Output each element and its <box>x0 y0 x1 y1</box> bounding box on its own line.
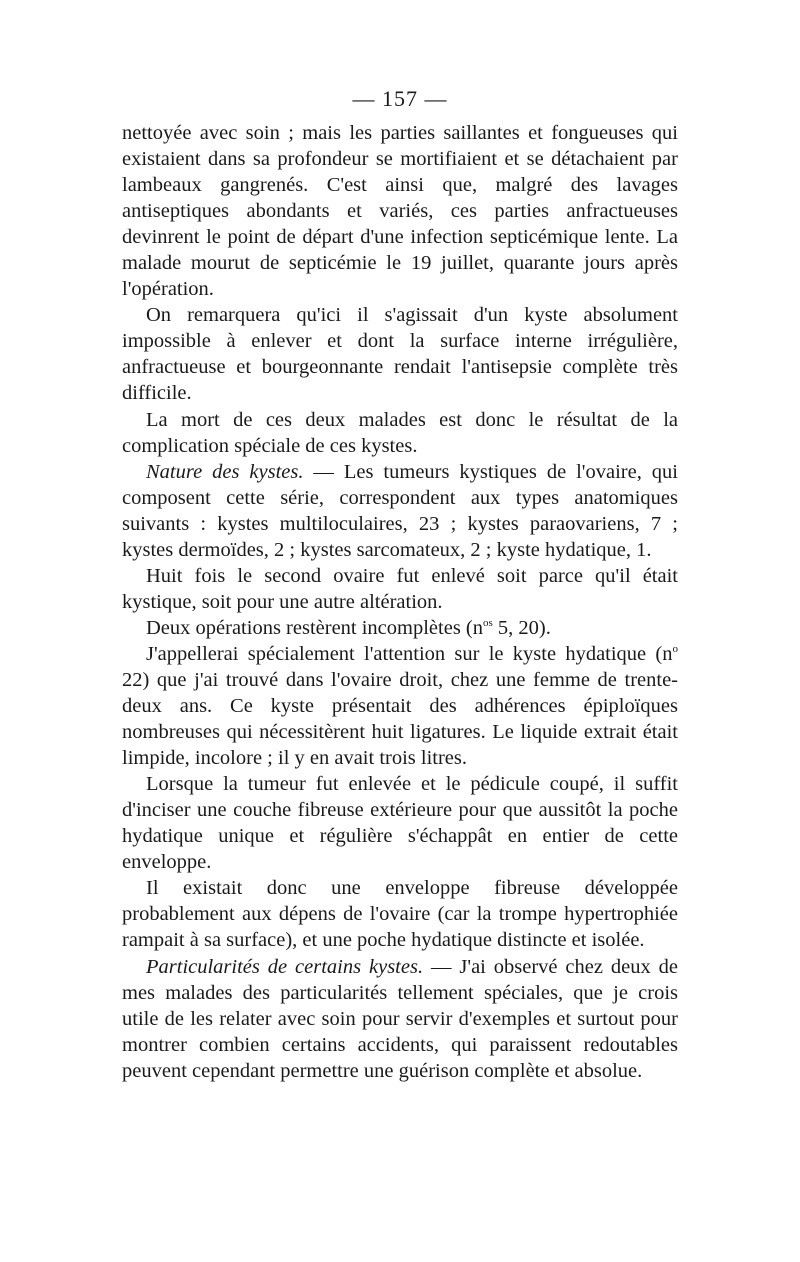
paragraph-9: Il existait donc une enveloppe fibreuse développée probablement aux dépens de l'ovaire (car la trompe hypertrophiée rampait à sa surface), et une poche hydatique distincte et isolée. <box>122 877 678 952</box>
paragraph-6-before: Deux opérations restèrent incomplètes (n <box>146 616 483 639</box>
section-heading-nature: Nature des kystes. <box>146 460 304 483</box>
paragraph-2: On remarquera qu'ici il s'agissait d'un kyste absolument impossible à enlever et dont la surface interne irrégulière, anfractueuse et bourgeonnante rendait l'antisepsie complète très difficile. <box>122 304 678 405</box>
paragraph-10 <box>122 954 678 1084</box>
paragraph-7-superscript: o <box>672 643 678 656</box>
paragraph-6 <box>122 615 678 641</box>
paragraph-1: nettoyée avec soin ; mais les parties saillantes et fongueuses qui existaient dans sa profondeur se mortifiaient et se détachaient par lambeaux gangrenés. C'est ainsi que, malgré des lavages antiseptiques abondants et variés, ces parties anfractueuses devinrent le point de départ d'une infection septicémique lente. La malade mourut de septicémie le 19 juillet, quarante jours après l'opération. <box>122 122 678 301</box>
paragraph-7-after: 22) que j'ai trouvé dans l'ovaire droit, chez une femme de trente-deux ans. Ce kyste présentait des adhérences épiploïques nombreuses qui nécessitèrent huit ligatures. Le liquide extrait était limpide, incolore ; il y en avait trois litres. <box>122 668 678 770</box>
paragraph-3: La mort de ces deux malades est donc le résultat de la complication spéciale de ces kystes. <box>122 408 678 457</box>
paragraph-8: Lorsque la tumeur fut enlevée et le pédicule coupé, il suffit d'inciser une couche fibreuse extérieure pour que aussitôt la poche hydatique unique et régulière s'échappât en entier de cette enveloppe. <box>122 773 678 874</box>
paragraph-7 <box>122 641 678 771</box>
paragraph-4 <box>122 459 678 563</box>
paragraph-6-superscript: os <box>483 617 493 630</box>
section-heading-particularites: Particularités de certains kystes. <box>146 955 424 978</box>
page-number: — 157 — <box>352 86 448 111</box>
paragraph-7-before: J'appellerai spécialement l'attention sur le kyste hydatique (n <box>146 642 673 665</box>
paragraph-6-after: 5, 20). <box>492 616 551 639</box>
paragraph-10-text: — J'ai observé chez deux de mes malades des particularités tellement spéciales, que je crois utile de les relater avec soin pour servir d'exemples et surtout pour montrer combien certains accidents, qui paraissent redoutables peuvent cependant permettre une guérison complète et absolue. <box>122 955 678 1082</box>
paragraph-4-text: — Les tumeurs kystiques de l'ovaire, qui composent cette série, correspondent aux types anatomiques suivants : kystes multiloculaires, 23 ; kystes paraovariens, 7 ; kystes dermoïdes, 2 ; kystes sarcomateux, 2 ; kyste hydatique, 1. <box>122 460 678 561</box>
paragraph-5: Huit fois le second ovaire fut enlevé soit parce qu'il était kystique, soit pour une autre altération. <box>122 564 678 613</box>
body-text <box>122 120 678 1084</box>
